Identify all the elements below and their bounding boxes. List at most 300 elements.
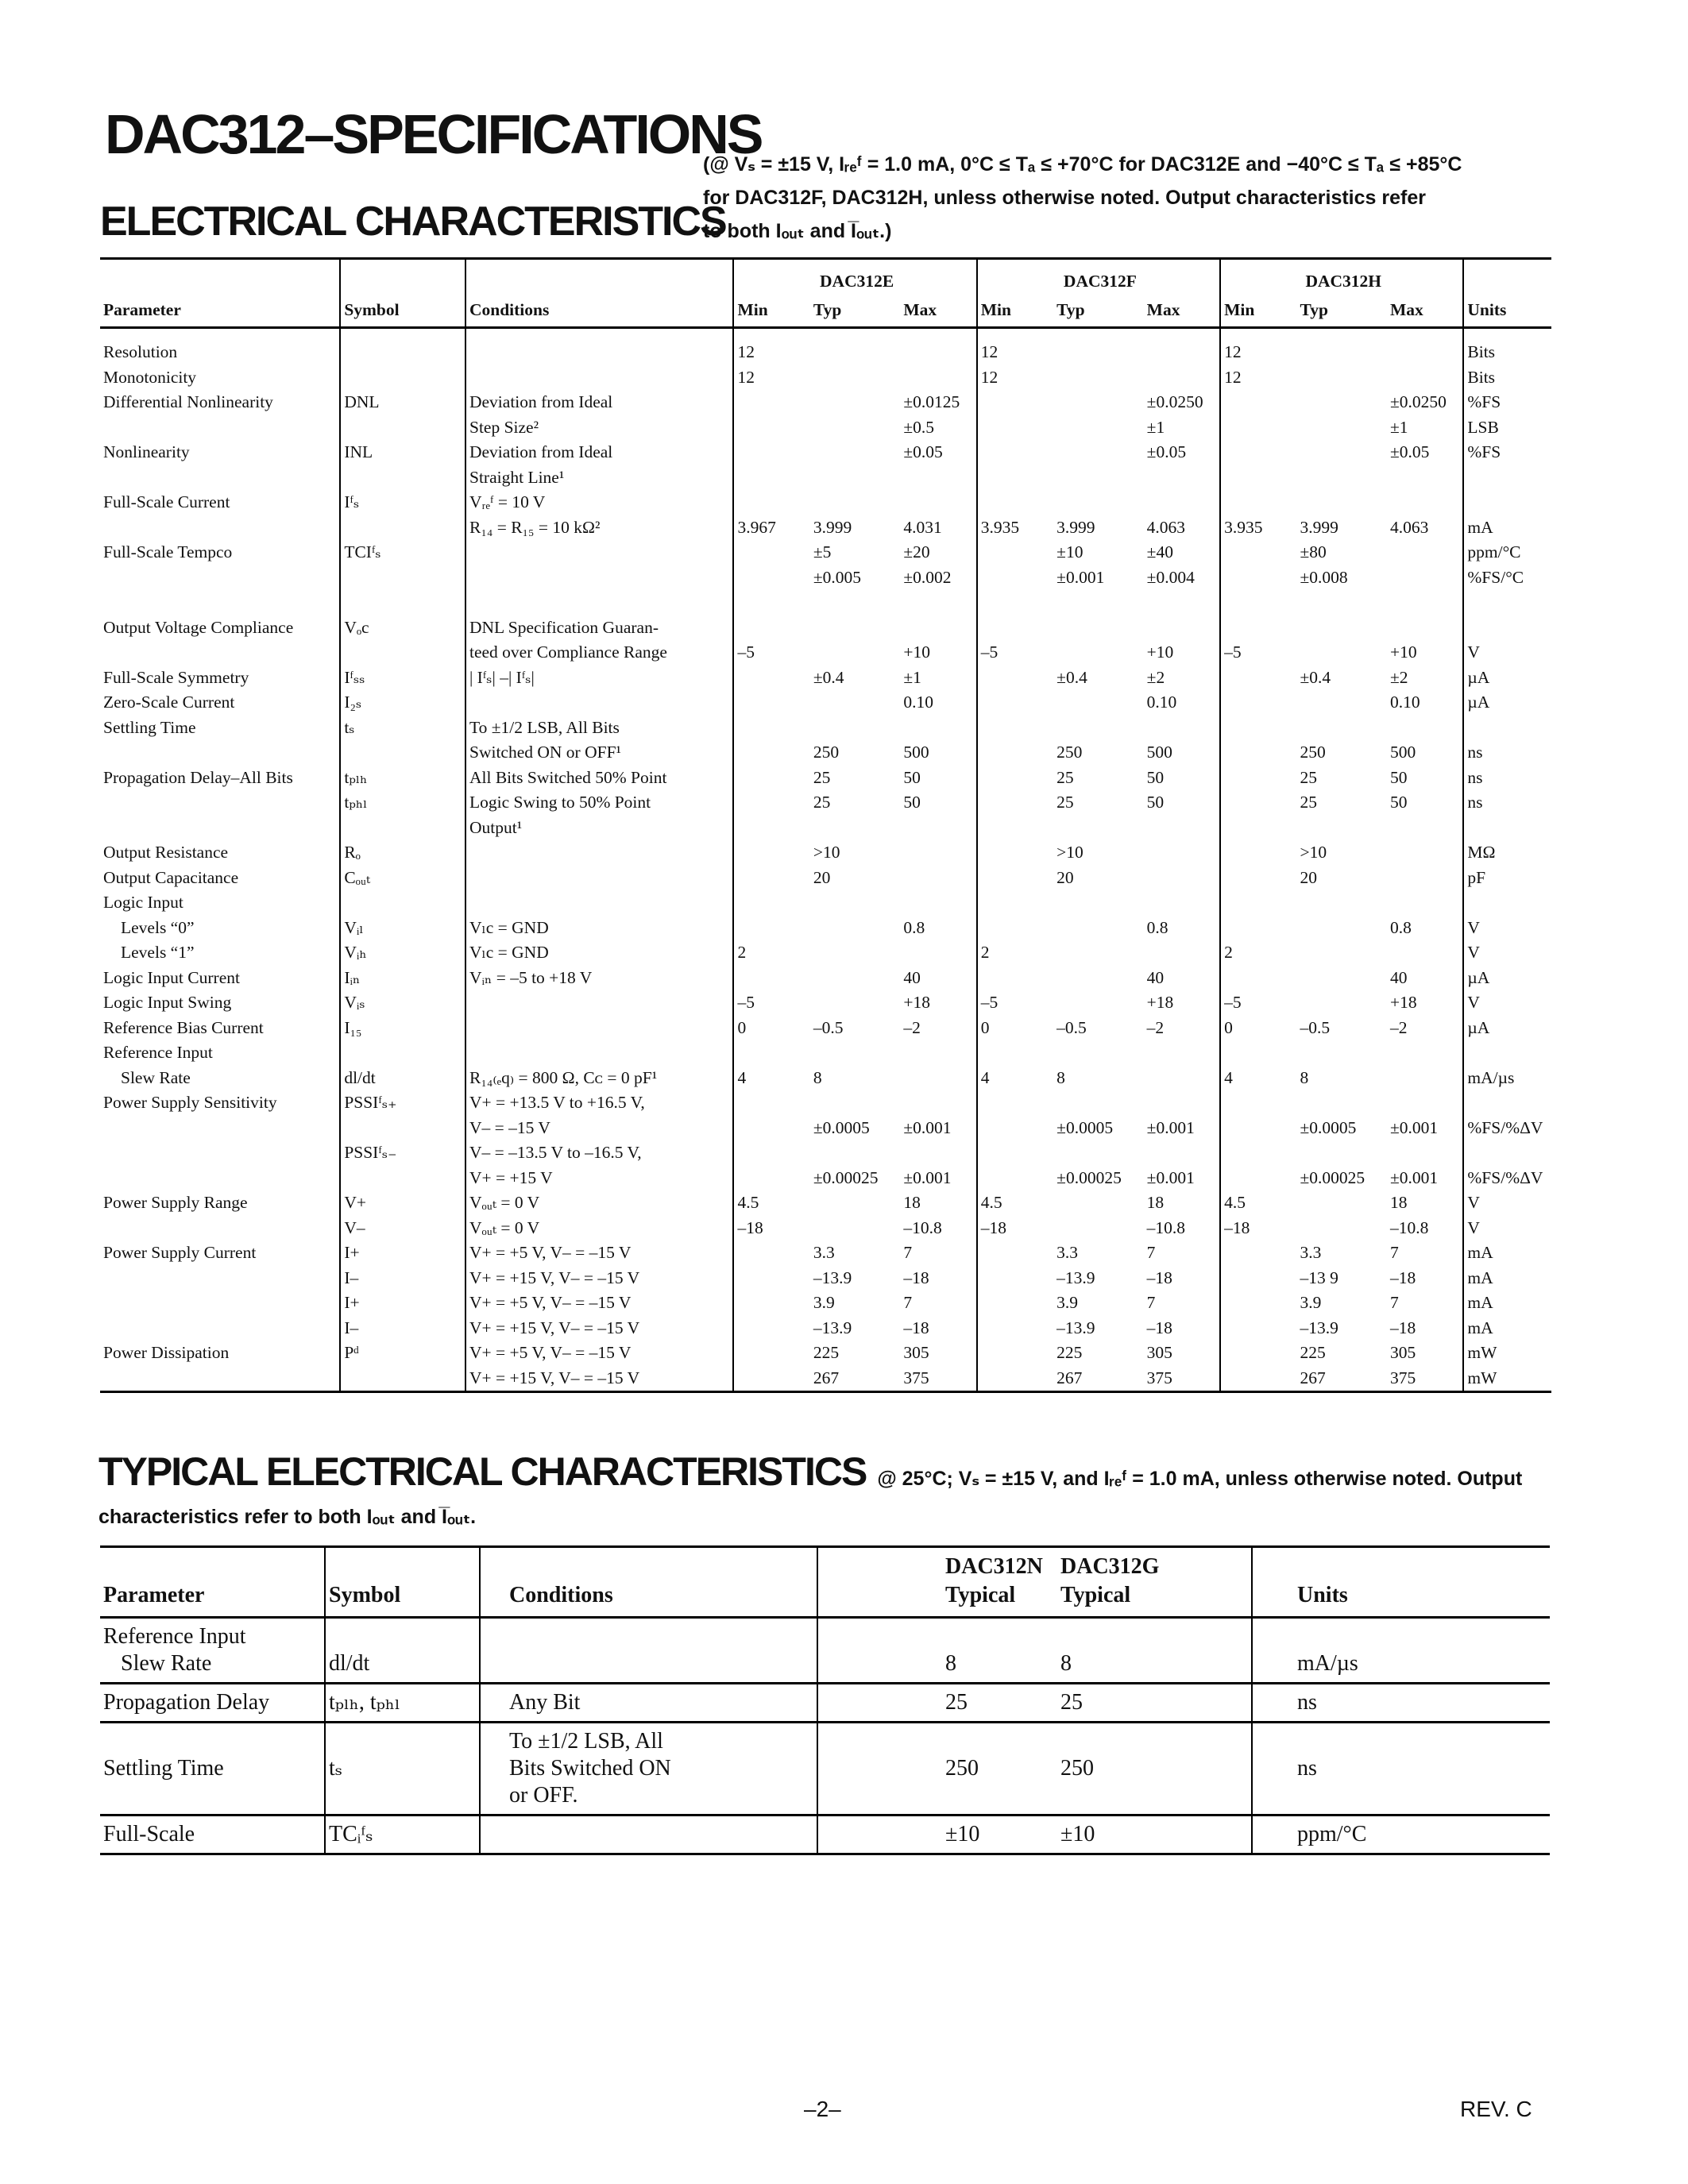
cell-h-max: 7 (1389, 1293, 1399, 1313)
cell-h-max: 18 (1389, 1193, 1408, 1213)
cell-e-min (733, 415, 809, 441)
cell-f-min: 12 (977, 365, 1053, 391)
cell-h-min (1220, 1341, 1296, 1366)
table-row (100, 1291, 1551, 1316)
cell-f-typ: 3.999 (1056, 517, 1095, 537)
cell-f-min (977, 1316, 1053, 1341)
cell-parameter: Logic Input (103, 893, 183, 913)
cell-parameter (100, 1140, 340, 1166)
cell-h-typ: ±0.0005 (1300, 1117, 1357, 1137)
conditions-line: to both Iₒᵤₜ and I̅ₒᵤₜ.) (703, 220, 892, 242)
cell-e-typ (810, 365, 900, 391)
cell-symbol: PSSIᶠₛ₊ (340, 1090, 465, 1116)
cell-symbol: I₁₅ (340, 1016, 465, 1041)
cell-f-typ: –0.5 (1056, 1017, 1087, 1037)
cell-h-max (1387, 540, 1463, 565)
cell-h-typ: 20 (1300, 867, 1317, 887)
table-row (100, 940, 1551, 966)
cell-f-min (977, 1090, 1053, 1116)
cell-e-max: ±0.05 (903, 442, 943, 462)
cell-e-min: 3.967 (733, 515, 809, 541)
table-row (100, 490, 1551, 515)
cell-h-max (1387, 465, 1463, 491)
cell-e-max (900, 1040, 976, 1066)
cell-h-typ (1296, 1090, 1386, 1116)
cell-h-typ (1296, 590, 1386, 615)
cell-f-typ: –13.9 (1056, 1318, 1095, 1337)
header-units: Units (1463, 291, 1551, 328)
cell-h-min (1220, 1040, 1296, 1066)
table-row (100, 840, 1551, 866)
table-row (100, 615, 1551, 641)
table-row (100, 440, 1551, 465)
cell-units: V (1463, 640, 1551, 666)
cell-e-typ (810, 990, 900, 1016)
cell-e-max (900, 816, 976, 841)
section-title-electrical-characteristics: ELECTRICAL CHARACTERISTICS (100, 199, 726, 245)
cell-h-max: 40 (1389, 967, 1408, 987)
cell-parameter (100, 590, 340, 615)
cell-symbol: tₚₗₕ (340, 766, 465, 791)
cell-f-typ (1053, 940, 1143, 966)
cell-f-min (977, 816, 1053, 841)
cell-parameter: Nonlinearity (103, 442, 190, 462)
cell-h-typ (1296, 890, 1386, 916)
cell-f-min: –18 (977, 1216, 1053, 1241)
cell-e-max (900, 866, 976, 891)
cell-f-min (977, 1166, 1053, 1191)
header-units: Units (1252, 1547, 1550, 1618)
cell-e-min (733, 1291, 809, 1316)
cell-f-min: –5 (977, 640, 1053, 666)
cell-h-max: 50 (1389, 793, 1408, 812)
cell-h-min (1220, 816, 1296, 841)
cell-dac312n-typical: 25 (817, 1684, 1057, 1723)
cell-h-typ: 25 (1300, 767, 1317, 787)
cell-h-typ (1296, 1190, 1386, 1216)
cell-e-typ (810, 1090, 900, 1116)
cell-e-max (900, 1140, 976, 1166)
cell-h-min (1220, 1366, 1296, 1392)
cell-f-max (1144, 1090, 1220, 1116)
cell-e-min (733, 540, 809, 565)
cell-f-max: 305 (1146, 1343, 1172, 1363)
cell-parameter: Output Capacitance (103, 867, 239, 887)
cell-e-typ (810, 440, 900, 465)
table-row (100, 1266, 1551, 1291)
cell-symbol: Cₒᵤₜ (340, 866, 465, 891)
cell-units: mA (1463, 1291, 1551, 1316)
cell-parameter: Output Voltage Compliance (103, 617, 294, 637)
cell-parameter (100, 790, 340, 816)
cell-h-max: –2 (1389, 1017, 1408, 1037)
cell-h-typ: ±0.4 (1300, 667, 1331, 687)
cell-parameter: Monotonicity (103, 367, 197, 387)
cell-conditions: R₁₄₍ₑq₎ = 800 Ω, Cᴄ = 0 pF¹ (465, 1066, 733, 1091)
cell-units: %FS/°C (1463, 565, 1551, 591)
header-cell (465, 259, 733, 292)
cell-h-typ (1296, 328, 1386, 365)
cell-f-min: 0 (977, 1016, 1053, 1041)
cell-symbol: I– (340, 1266, 465, 1291)
cell-f-min (977, 1241, 1053, 1266)
cell-f-typ (1053, 365, 1143, 391)
table-row (100, 1366, 1551, 1392)
cell-e-typ: 250 (813, 743, 840, 762)
table-row (100, 1116, 1551, 1141)
cell-e-typ (810, 916, 900, 941)
cell-symbol: Iᶠₛ (340, 490, 465, 515)
cell-symbol (340, 515, 465, 541)
cell-e-max: ±20 (903, 542, 930, 562)
cell-parameter: Reference Bias Current (103, 1017, 264, 1037)
conditions-line: or OFF. (509, 1783, 578, 1808)
cell-f-min (977, 790, 1053, 816)
cell-e-max: +10 (903, 642, 930, 662)
cell-h-typ (1296, 990, 1386, 1016)
cell-e-typ (810, 716, 900, 741)
cell-e-typ: –13.9 (813, 1268, 852, 1287)
cell-h-max: 0.10 (1389, 693, 1420, 712)
cell-parameter: Output Resistance (103, 843, 229, 862)
cell-conditions: Vₗc = GND (465, 940, 733, 966)
cell-parameter (100, 1291, 340, 1316)
header-parameter: Parameter (100, 1547, 325, 1618)
cell-conditions (465, 328, 733, 365)
cell-f-max: ±0.05 (1146, 442, 1187, 462)
cell-units: ns (1463, 766, 1551, 791)
cell-f-min (977, 1266, 1053, 1291)
cell-f-min (977, 716, 1053, 741)
conditions-line: (@ Vₛ = ±15 V, Iᵣₑᶠ = 1.0 mA, 0°C ≤ Tₐ ≤ +70°C for DAC312E and −40°C ≤ Tₐ ≤ +85°C (703, 153, 1462, 176)
cell-h-max: 4.063 (1389, 517, 1429, 537)
parameter-line: Full-Scale (103, 1822, 195, 1846)
cell-conditions (465, 890, 733, 916)
cell-e-min: 2 (733, 940, 809, 966)
cell-h-typ: 267 (1296, 1366, 1386, 1392)
cell-h-min: –5 (1220, 640, 1296, 666)
parameter-line: Reference Input (103, 1624, 246, 1649)
cell-conditions (465, 590, 733, 615)
cell-h-typ (1296, 440, 1386, 465)
cell-parameter: Power Dissipation (103, 1343, 230, 1363)
cell-units: mA (1463, 515, 1551, 541)
cell-f-min (977, 415, 1053, 441)
cell-e-min (733, 916, 809, 941)
cell-parameter (100, 1366, 340, 1392)
cell-h-typ (1296, 415, 1386, 441)
header-parameter: Parameter (100, 291, 340, 328)
cell-symbol (340, 365, 465, 391)
table-header-group-row (100, 259, 1551, 292)
cell-conditions: V+ = +15 V, V– = –15 V (465, 1266, 733, 1291)
table-row (100, 565, 1551, 591)
cell-e-max: –2 (903, 1017, 921, 1037)
table-row (100, 515, 1551, 541)
cell-symbol (340, 465, 465, 491)
cell-units: µA (1463, 1016, 1551, 1041)
cell-h-typ (1296, 640, 1386, 666)
cell-symbol (340, 1366, 465, 1392)
cell-conditions (465, 365, 733, 391)
cell-f-max: ±0.0250 (1146, 392, 1203, 412)
table-row (100, 540, 1551, 565)
cell-conditions: V+ = +5 V, V– = –15 V (465, 1291, 733, 1316)
table-row (100, 1216, 1551, 1241)
cell-dac312n-typical: 250 (817, 1723, 1057, 1815)
conditions-line: Bits Switched ON (509, 1756, 671, 1781)
cell-h-min: –18 (1220, 1216, 1296, 1241)
table-row (100, 716, 1551, 741)
parameter-line: Propagation Delay (103, 1690, 270, 1715)
cell-symbol: I+ (340, 1291, 465, 1316)
header-symbol: Symbol (340, 291, 465, 328)
cell-f-typ: 20 (1056, 867, 1074, 887)
cell-f-min (977, 866, 1053, 891)
cell-conditions (480, 1815, 817, 1854)
cell-conditions: Deviation from Ideal (465, 390, 733, 415)
cell-f-max (1144, 590, 1220, 615)
cell-symbol (340, 590, 465, 615)
cell-h-min (1220, 1316, 1296, 1341)
cell-e-max (900, 1066, 976, 1091)
cell-f-typ (1053, 816, 1143, 841)
cell-f-min: –5 (977, 990, 1053, 1016)
cell-symbol (340, 740, 465, 766)
cell-units: MΩ (1463, 840, 1551, 866)
cell-h-typ (1296, 1216, 1386, 1241)
cell-h-max (1387, 716, 1463, 741)
cell-dac312g-typical: 250 (1057, 1723, 1252, 1815)
cell-f-max: 50 (1146, 767, 1165, 787)
cell-e-typ (810, 1190, 900, 1216)
cell-e-min: –5 (733, 990, 809, 1016)
cell-f-max (1144, 890, 1220, 916)
cell-e-typ (810, 590, 900, 615)
cell-parameter: Slew Rate (121, 1067, 191, 1087)
cell-parameter (100, 816, 340, 841)
table-row (100, 1066, 1551, 1091)
section-title-typical-characteristics: TYPICAL ELECTRICAL CHARACTERISTICS (98, 1449, 867, 1494)
cell-e-min (733, 790, 809, 816)
cell-symbol: INL (340, 440, 465, 465)
cell-h-max: ±0.0250 (1389, 392, 1447, 412)
cell-parameter (100, 1316, 340, 1341)
cell-h-max (1387, 840, 1463, 866)
cell-h-typ (1296, 490, 1386, 515)
header-dac312n (817, 1547, 1057, 1618)
cell-conditions (465, 540, 733, 565)
cell-conditions: Vₗc = GND (465, 916, 733, 941)
cell-e-typ: 3.9 (813, 1293, 835, 1313)
cell-f-typ (1053, 1040, 1143, 1066)
cell-h-max (1387, 1040, 1463, 1066)
cell-e-typ (810, 490, 900, 515)
cell-h-min (1220, 440, 1296, 465)
cell-f-max: 50 (1146, 793, 1165, 812)
cell-conditions (480, 1723, 817, 1815)
cell-e-max: 500 (903, 743, 929, 762)
header-min: Min (977, 291, 1053, 328)
cell-f-max (1144, 866, 1220, 891)
cell-parameter (100, 1216, 340, 1241)
cell-f-max: ±0.004 (1146, 567, 1195, 587)
cell-units: ppm/°C (1252, 1815, 1550, 1854)
cell-symbol (340, 1040, 465, 1066)
cell-units: V (1463, 1216, 1551, 1241)
cell-e-max (900, 615, 976, 641)
cell-symbol: Vₒc (340, 615, 465, 641)
cell-h-max (1387, 1066, 1463, 1091)
cell-h-typ: –13 9 (1300, 1268, 1338, 1287)
cell-h-min (1220, 790, 1296, 816)
cell-f-typ: 267 (1053, 1366, 1143, 1392)
cell-parameter: Zero-Scale Current (103, 693, 235, 712)
cell-f-max (1144, 1040, 1220, 1066)
cell-f-typ (1053, 590, 1143, 615)
cell-f-typ (1053, 1140, 1143, 1166)
cell-symbol (340, 1166, 465, 1191)
cell-symbol: Pᵈ (340, 1341, 465, 1366)
cell-f-min (977, 840, 1053, 866)
cell-symbol: V– (340, 1216, 465, 1241)
cell-f-typ: ±0.001 (1056, 567, 1105, 587)
cell-f-max: 375 (1144, 1366, 1220, 1392)
cell-f-min (977, 565, 1053, 591)
cell-units: %FS (1463, 440, 1551, 465)
table-row (100, 766, 1551, 791)
cell-f-min (977, 390, 1053, 415)
cell-e-max: –10.8 (903, 1217, 942, 1237)
cell-f-min (977, 1040, 1053, 1066)
cell-units (1463, 890, 1551, 916)
table-row (100, 690, 1551, 716)
cell-h-typ: 225 (1300, 1343, 1326, 1363)
cell-symbol: DNL (340, 390, 465, 415)
header-min: Min (733, 291, 809, 328)
cell-e-typ (810, 1040, 900, 1066)
cell-h-min (1220, 390, 1296, 415)
header-min: Min (1220, 291, 1296, 328)
cell-units: µA (1463, 666, 1551, 691)
electrical-characteristics-body (100, 328, 1551, 1392)
cell-parameter (100, 515, 340, 541)
parameter-line: Slew Rate (121, 1651, 212, 1676)
cell-h-min (1220, 465, 1296, 491)
cell-conditions: Step Size² (465, 415, 733, 441)
cell-e-min (733, 615, 809, 641)
cell-units: mW (1463, 1366, 1551, 1392)
cell-dac312n-typical: ±10 (817, 1815, 1057, 1854)
cell-e-min (733, 1166, 809, 1191)
cell-h-max: 50 (1389, 767, 1408, 787)
cell-units: µA (1463, 966, 1551, 991)
cell-e-max (900, 716, 976, 741)
cell-e-typ: –0.5 (813, 1017, 844, 1037)
cell-f-min (977, 440, 1053, 465)
cell-h-max: 375 (1387, 1366, 1463, 1392)
table-row (100, 1040, 1551, 1066)
cell-e-typ: >10 (813, 843, 840, 862)
cell-f-min (977, 1140, 1053, 1166)
cell-h-typ (1296, 816, 1386, 841)
cell-h-min (1220, 690, 1296, 716)
cell-h-max (1387, 940, 1463, 966)
table-row (100, 1618, 1550, 1684)
cell-f-typ (1053, 390, 1143, 415)
cell-f-typ (1053, 1090, 1143, 1116)
cell-e-typ: 3.999 (813, 517, 852, 537)
cell-h-typ (1296, 690, 1386, 716)
cell-e-max (900, 1090, 976, 1116)
cell-e-min (733, 1140, 809, 1166)
cell-h-max: +18 (1389, 993, 1417, 1013)
cell-e-max (900, 465, 976, 491)
conditions-line: for DAC312F, DAC312H, unless otherwise noted. Output characteristics refer (703, 187, 1426, 209)
cell-e-typ (810, 465, 900, 491)
cell-h-typ (1296, 1140, 1386, 1166)
cell-e-typ: 20 (813, 867, 831, 887)
cell-e-max: –18 (903, 1268, 929, 1287)
cell-e-max: 7 (903, 1243, 913, 1263)
table-row (100, 640, 1551, 666)
table-row (100, 966, 1551, 991)
cell-f-min (977, 966, 1053, 991)
cell-e-typ (810, 966, 900, 991)
cell-e-max (900, 940, 976, 966)
cell-h-max (1387, 866, 1463, 891)
cell-f-typ (1053, 890, 1143, 916)
cell-conditions: Vᵢₙ = –5 to +18 V (465, 966, 733, 991)
cell-symbol: Vᵢₗ (340, 916, 465, 941)
cell-h-typ (1296, 615, 1386, 641)
cell-h-min (1220, 866, 1296, 891)
cell-e-max: 50 (903, 793, 921, 812)
cell-e-max: –18 (903, 1318, 929, 1337)
cell-symbol: V+ (340, 1190, 465, 1216)
cell-e-typ (810, 690, 900, 716)
cell-conditions (465, 840, 733, 866)
cell-h-min (1220, 740, 1296, 766)
cell-conditions: V+ = +15 V, V– = –15 V (465, 1366, 733, 1392)
cell-parameter (100, 1166, 340, 1191)
table-header-row (100, 1547, 1550, 1618)
cell-f-max (1144, 1066, 1220, 1091)
cell-h-max: –18 (1389, 1318, 1416, 1337)
cell-units: V (1463, 990, 1551, 1016)
cell-parameter: Full-Scale Current (103, 492, 230, 512)
cell-h-min: 3.935 (1220, 515, 1296, 541)
cell-parameter (100, 1116, 340, 1141)
electrical-characteristics-table (100, 257, 1551, 1393)
cell-f-min: 4.5 (977, 1190, 1053, 1216)
cell-e-min (733, 390, 809, 415)
cell-f-typ (1053, 690, 1143, 716)
test-conditions-note (703, 148, 1561, 248)
cell-h-min (1220, 890, 1296, 916)
typical-characteristics-heading (98, 1449, 1522, 1495)
cell-units: pF (1463, 866, 1551, 891)
cell-f-max: 0.8 (1146, 917, 1168, 937)
cell-e-typ (810, 890, 900, 916)
header-group-dac312h: DAC312H (1220, 259, 1463, 292)
cell-units: mA (1463, 1316, 1551, 1341)
cell-units: %FS (1463, 390, 1551, 415)
cell-f-max: ±2 (1146, 667, 1165, 687)
cell-f-typ: ±0.0005 (1056, 1117, 1114, 1137)
cell-conditions: Straight Line¹ (465, 465, 733, 491)
cell-dac312g-typical: ±10 (1057, 1815, 1252, 1854)
